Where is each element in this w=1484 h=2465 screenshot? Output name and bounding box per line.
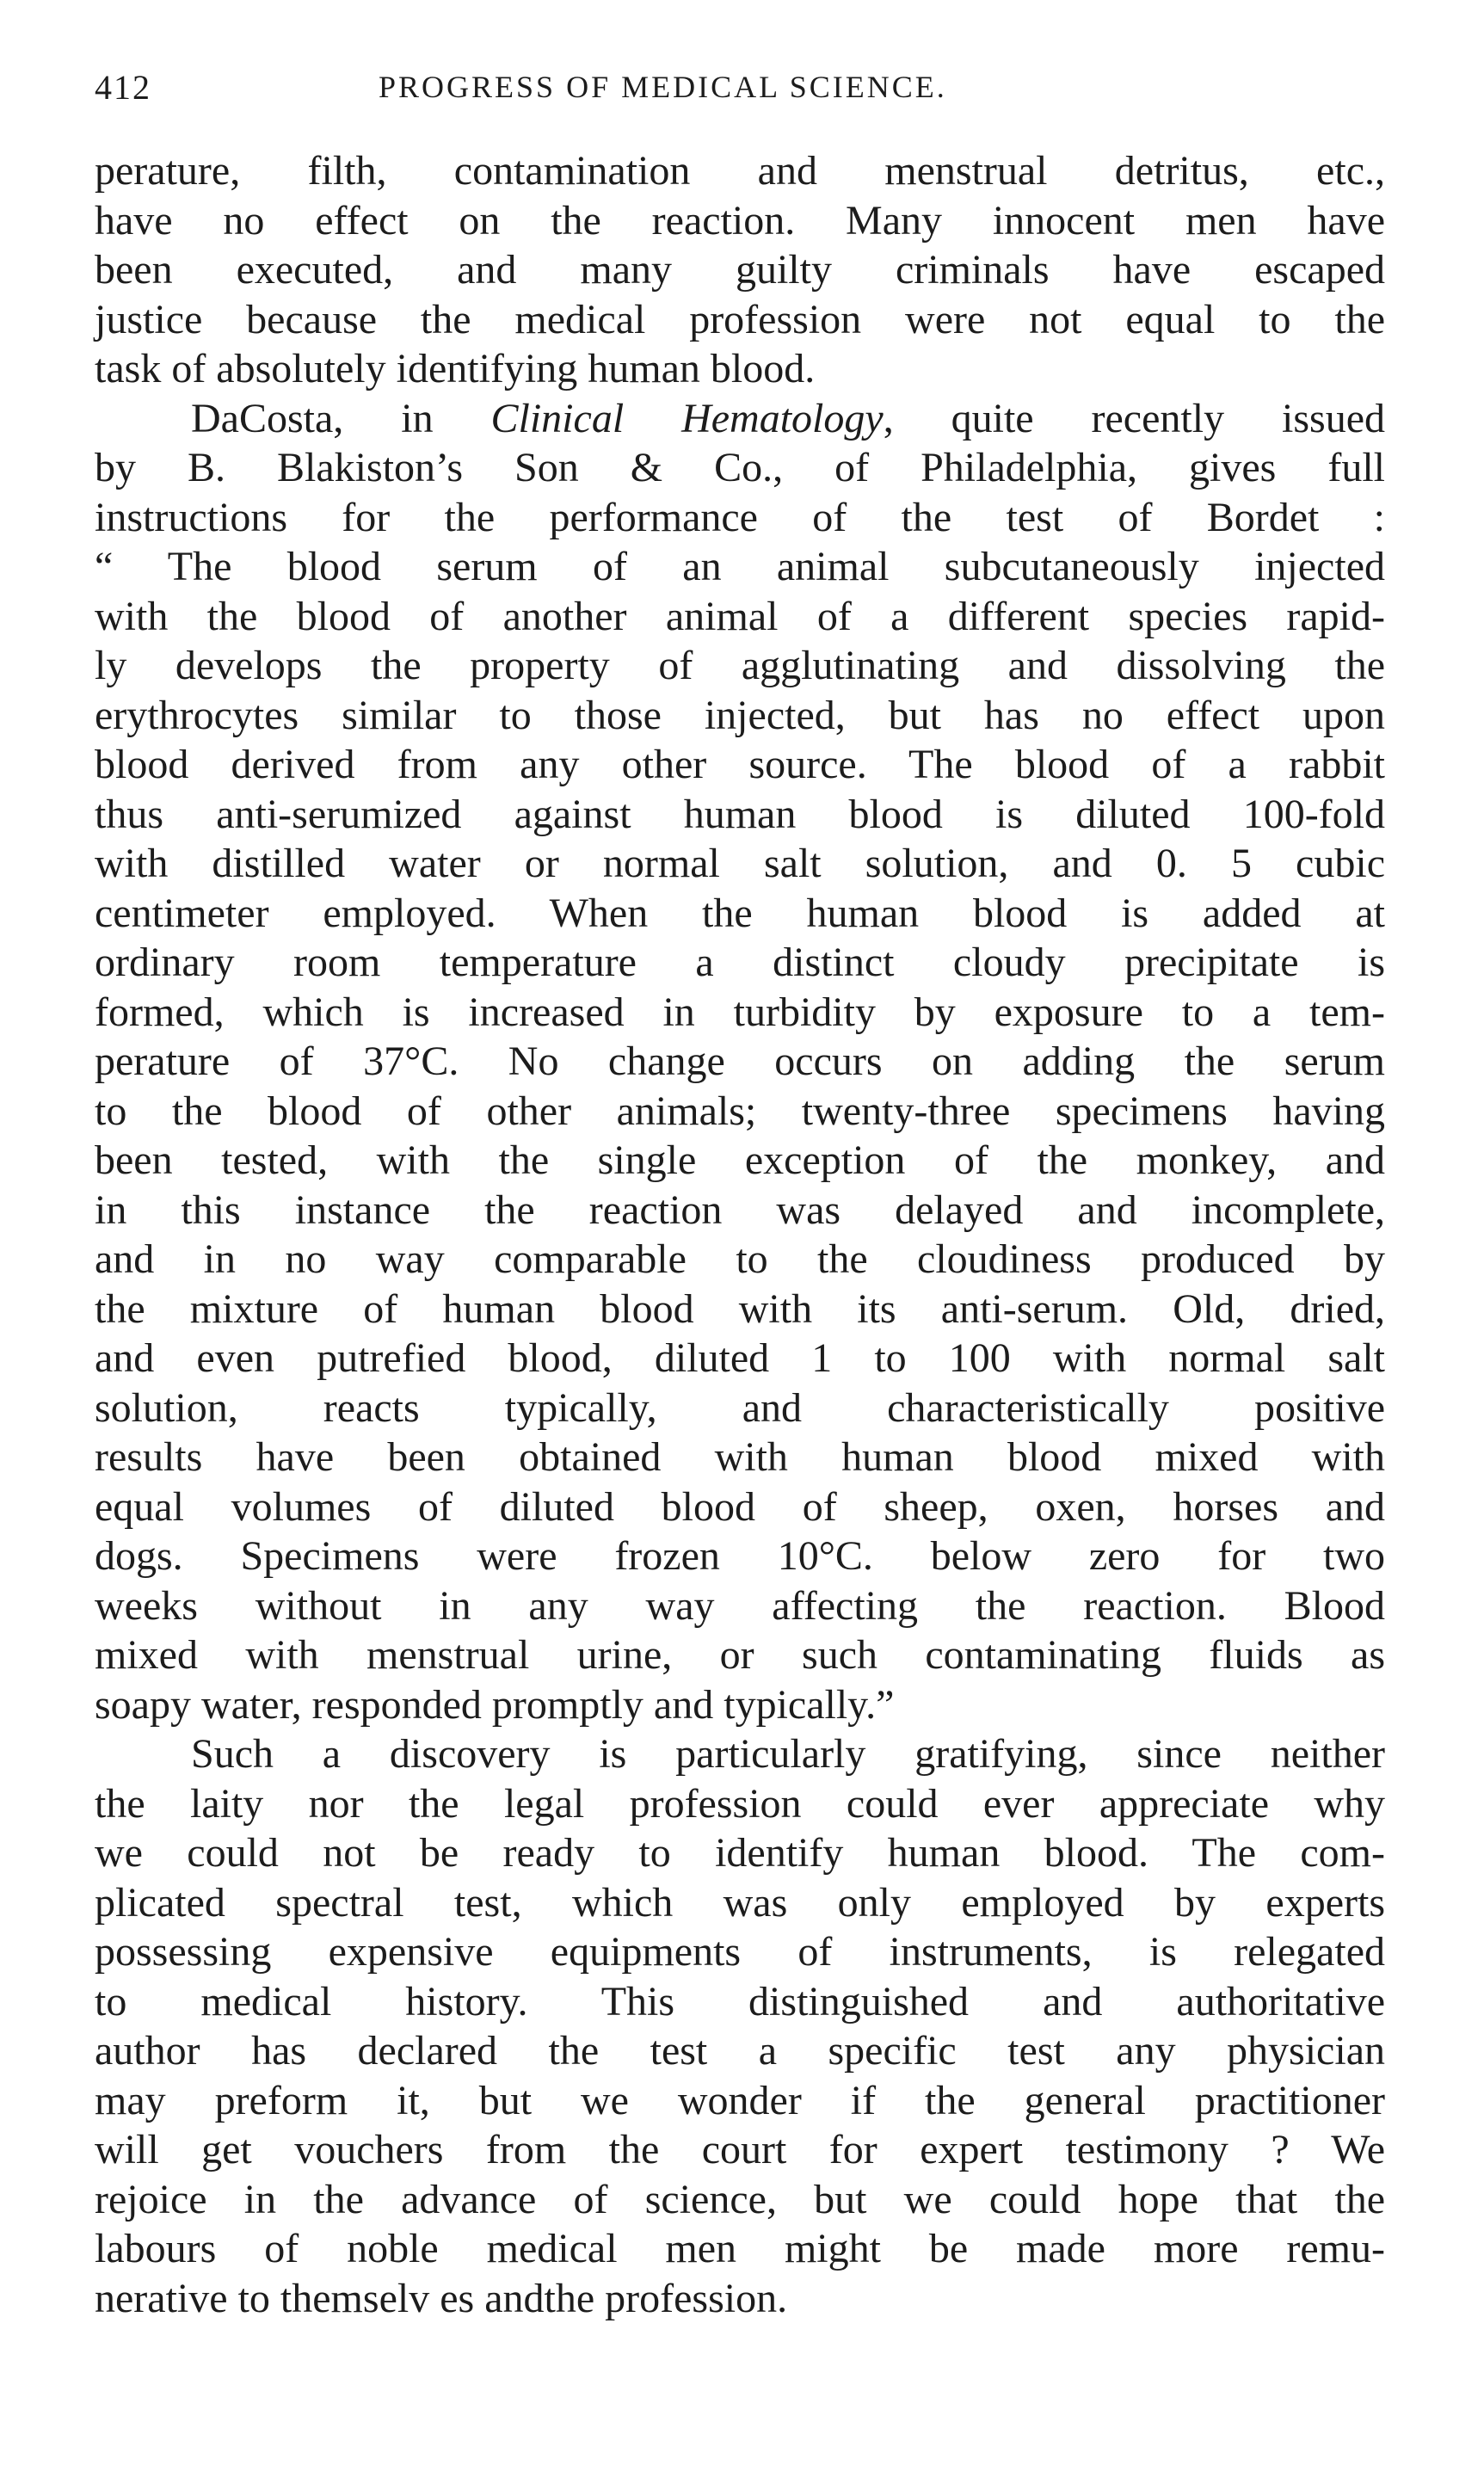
- text-line: blood derived from any other source. The blood of a rabbit: [95, 742, 1385, 787]
- text-line: mixed with menstrual urine, or such contaminating fluids as: [95, 1632, 1385, 1678]
- running-title: PROGRESS OF MEDICAL SCIENCE.: [379, 70, 947, 104]
- text-line: possessing expensive equipments of instruments, is relegated: [95, 1929, 1385, 1975]
- page-number: 412: [95, 68, 151, 107]
- text-line: Such a discovery is particularly gratifying, since neither: [191, 1731, 1385, 1777]
- text-line: perature, filth, contamination and menstrual detritus, etc.,: [95, 148, 1385, 194]
- text-line: task of absolutely identifying human blood.: [95, 346, 816, 391]
- text-line-with-book-title: [95, 394, 1385, 444]
- text-line: and even putrefied blood, diluted 1 to 100 with normal salt: [95, 1335, 1385, 1381]
- text-line: results have been obtained with human blood mixed with: [95, 1434, 1385, 1480]
- text-line: thus anti-serumized against human blood is diluted 100-fold: [95, 791, 1385, 837]
- text-line: erythrocytes similar to those injected, but has no effect upon: [95, 692, 1385, 738]
- text-line: nerative to themselv es andthe profession.: [95, 2275, 788, 2321]
- text-line: with the blood of another animal of a different species rapid-: [95, 593, 1385, 639]
- text-line: the laity nor the legal profession could ever appreciate why: [95, 1780, 1385, 1827]
- text-line: by B. Blakiston’s Son & Co., of Philadelphia, gives full: [95, 445, 1385, 490]
- text-line: perature of 37°C. No change occurs on adding the serum: [95, 1038, 1385, 1084]
- text-line: rejoice in the advance of science, but we could hope that the: [95, 2176, 1385, 2222]
- text-line: we could not be ready to identify human blood. The com-: [95, 1830, 1385, 1876]
- text-line: the mixture of human blood with its anti-serum. Old, dried,: [95, 1285, 1385, 1332]
- text-line: will get vouchers from the court for expert testimony ? We: [95, 2127, 1385, 2172]
- text-line: instructions for the performance of the test of Bordet :: [95, 494, 1385, 540]
- text-line: and in no way comparable to the cloudiness produced by: [95, 1236, 1385, 1282]
- body-text: [95, 146, 1385, 2323]
- text-line: been executed, and many guilty criminals have escaped: [95, 247, 1385, 293]
- text-line: ly develops the property of agglutinating and dissolving the: [95, 643, 1385, 688]
- text-line: to medical history. This distinguished and authoritative: [95, 1978, 1385, 2024]
- text-line: may preform it, but we wonder if the general practitioner: [95, 2077, 1385, 2123]
- text-line: soapy water, responded promptly and typically.”: [95, 1681, 895, 1728]
- book-title: Clinical Hematology: [490, 395, 884, 441]
- text-line: equal volumes of diluted blood of sheep, oxen, horses and: [95, 1483, 1385, 1530]
- running-header: [95, 67, 1385, 119]
- text-line: formed, which is increased in turbidity by exposure to a tem-: [95, 989, 1385, 1035]
- text-segment: DaCosta, in: [191, 395, 434, 441]
- text-line: weeks without in any way affecting the reaction. Blood: [95, 1582, 1385, 1629]
- text-line: labours of noble medical men might be made more remu-: [95, 2226, 1385, 2271]
- text-line: justice because the medical profession were not equal to the: [95, 296, 1385, 342]
- text-line: centimeter employed. When the human blood is added at: [95, 890, 1385, 936]
- text-line: ordinary room temperature a distinct cloudy precipitate is: [95, 940, 1385, 985]
- text-line: plicated spectral test, which was only employed by experts: [95, 1879, 1385, 1926]
- text-line: dogs. Specimens were frozen 10°C. below zero for two: [95, 1533, 1385, 1579]
- text-line: to the blood of other animals; twenty-three specimens having: [95, 1088, 1385, 1134]
- text-line: with distilled water or normal salt solution, and 0. 5 cubic: [95, 841, 1385, 886]
- text-line: been tested, with the single exception of the monkey, and: [95, 1137, 1385, 1183]
- text-line: author has declared the test a specific test any physician: [95, 2028, 1385, 2074]
- text-segment: , quite recently issued: [883, 395, 1385, 441]
- text-line: have no effect on the reaction. Many innocent men have: [95, 197, 1385, 243]
- text-line: “ The blood serum of an animal subcutaneously injected: [95, 544, 1385, 589]
- text-line: solution, reacts typically, and characteristically positive: [95, 1384, 1385, 1431]
- text-line: in this instance the reaction was delayed and incomplete,: [95, 1186, 1385, 1233]
